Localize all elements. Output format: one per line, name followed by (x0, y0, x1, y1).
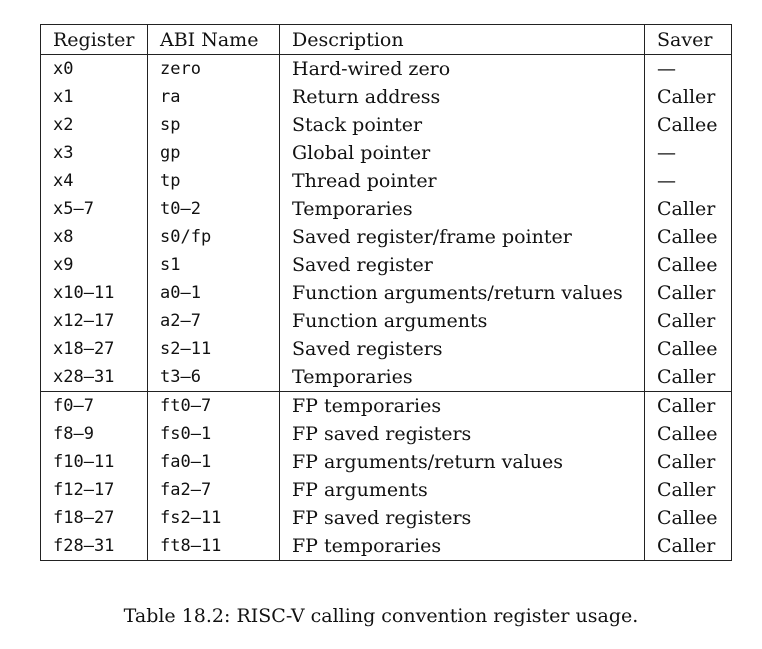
register-cell: x28–31 (41, 363, 148, 392)
register-cell: f18–27 (41, 504, 148, 532)
description-cell: Hard-wired zero (280, 55, 645, 84)
table-row (41, 167, 732, 195)
register-cell: f10–11 (41, 448, 148, 476)
table-row (41, 223, 732, 251)
description-cell: FP arguments/return values (280, 448, 645, 476)
description-cell: Function arguments/return values (280, 279, 645, 307)
saver-cell: Caller (645, 307, 732, 335)
register-cell: f8–9 (41, 420, 148, 448)
table-row (41, 251, 732, 279)
register-cell: x12–17 (41, 307, 148, 335)
register-cell: x1 (41, 83, 148, 111)
register-cell: x2 (41, 111, 148, 139)
abi-name-cell: tp (148, 167, 280, 195)
abi-name-cell: sp (148, 111, 280, 139)
saver-cell: Callee (645, 504, 732, 532)
saver-cell: — (645, 139, 732, 167)
abi-name-cell: zero (148, 55, 280, 84)
description-cell: Saved register/frame pointer (280, 223, 645, 251)
saver-cell: Callee (645, 251, 732, 279)
saver-cell: Caller (645, 532, 732, 561)
abi-name-cell: s1 (148, 251, 280, 279)
register-cell: f0–7 (41, 392, 148, 421)
abi-name-cell: fa0–1 (148, 448, 280, 476)
table-row (41, 420, 732, 448)
register-cell: x3 (41, 139, 148, 167)
description-cell: Saved registers (280, 335, 645, 363)
table-row (41, 55, 732, 84)
table-row (41, 307, 732, 335)
abi-name-cell: t0–2 (148, 195, 280, 223)
saver-cell: Caller (645, 83, 732, 111)
saver-cell: Caller (645, 392, 732, 421)
abi-name-cell: fs0–1 (148, 420, 280, 448)
description-cell: Temporaries (280, 195, 645, 223)
header-description: Description (280, 25, 645, 55)
saver-cell: — (645, 167, 732, 195)
table-row (41, 195, 732, 223)
description-cell: Return address (280, 83, 645, 111)
table-row (41, 83, 732, 111)
register-cell: x5–7 (41, 195, 148, 223)
abi-name-cell: fs2–11 (148, 504, 280, 532)
description-cell: Saved register (280, 251, 645, 279)
description-cell: FP temporaries (280, 392, 645, 421)
register-cell: x0 (41, 55, 148, 84)
abi-name-cell: a2–7 (148, 307, 280, 335)
description-cell: Global pointer (280, 139, 645, 167)
table-row (41, 392, 732, 421)
table-row (41, 139, 732, 167)
table-row (41, 335, 732, 363)
saver-cell: Caller (645, 448, 732, 476)
description-cell: Stack pointer (280, 111, 645, 139)
table-row (41, 279, 732, 307)
register-cell: f28–31 (41, 532, 148, 561)
header-saver: Saver (645, 25, 732, 55)
table-row (41, 532, 732, 561)
saver-cell: Caller (645, 363, 732, 392)
abi-name-cell: ft8–11 (148, 532, 280, 561)
saver-cell: Callee (645, 420, 732, 448)
abi-name-cell: s2–11 (148, 335, 280, 363)
description-cell: FP saved registers (280, 420, 645, 448)
header-abi-name: ABI Name (148, 25, 280, 55)
saver-cell: Caller (645, 279, 732, 307)
abi-name-cell: fa2–7 (148, 476, 280, 504)
description-cell: Thread pointer (280, 167, 645, 195)
saver-cell: Callee (645, 335, 732, 363)
table-caption: Table 18.2: RISC-V calling convention register usage. (123, 605, 639, 627)
description-cell: FP saved registers (280, 504, 645, 532)
abi-name-cell: ra (148, 83, 280, 111)
saver-cell: Caller (645, 476, 732, 504)
saver-cell: Callee (645, 111, 732, 139)
register-cell: x8 (41, 223, 148, 251)
register-cell: x10–11 (41, 279, 148, 307)
saver-cell: Callee (645, 223, 732, 251)
register-cell: f12–17 (41, 476, 148, 504)
table-row (41, 363, 732, 392)
saver-cell: — (645, 55, 732, 84)
register-usage-table (40, 24, 732, 561)
saver-cell: Caller (645, 195, 732, 223)
register-cell: x18–27 (41, 335, 148, 363)
description-cell: FP temporaries (280, 532, 645, 561)
description-cell: Temporaries (280, 363, 645, 392)
table-header-row (41, 25, 732, 55)
abi-name-cell: gp (148, 139, 280, 167)
table-row (41, 448, 732, 476)
abi-name-cell: s0/fp (148, 223, 280, 251)
abi-name-cell: a0–1 (148, 279, 280, 307)
register-cell: x9 (41, 251, 148, 279)
abi-name-cell: t3–6 (148, 363, 280, 392)
table-row (41, 476, 732, 504)
description-cell: FP arguments (280, 476, 645, 504)
register-cell: x4 (41, 167, 148, 195)
abi-name-cell: ft0–7 (148, 392, 280, 421)
table-row (41, 111, 732, 139)
description-cell: Function arguments (280, 307, 645, 335)
table-row (41, 504, 732, 532)
header-register: Register (41, 25, 148, 55)
table-body (41, 55, 732, 561)
